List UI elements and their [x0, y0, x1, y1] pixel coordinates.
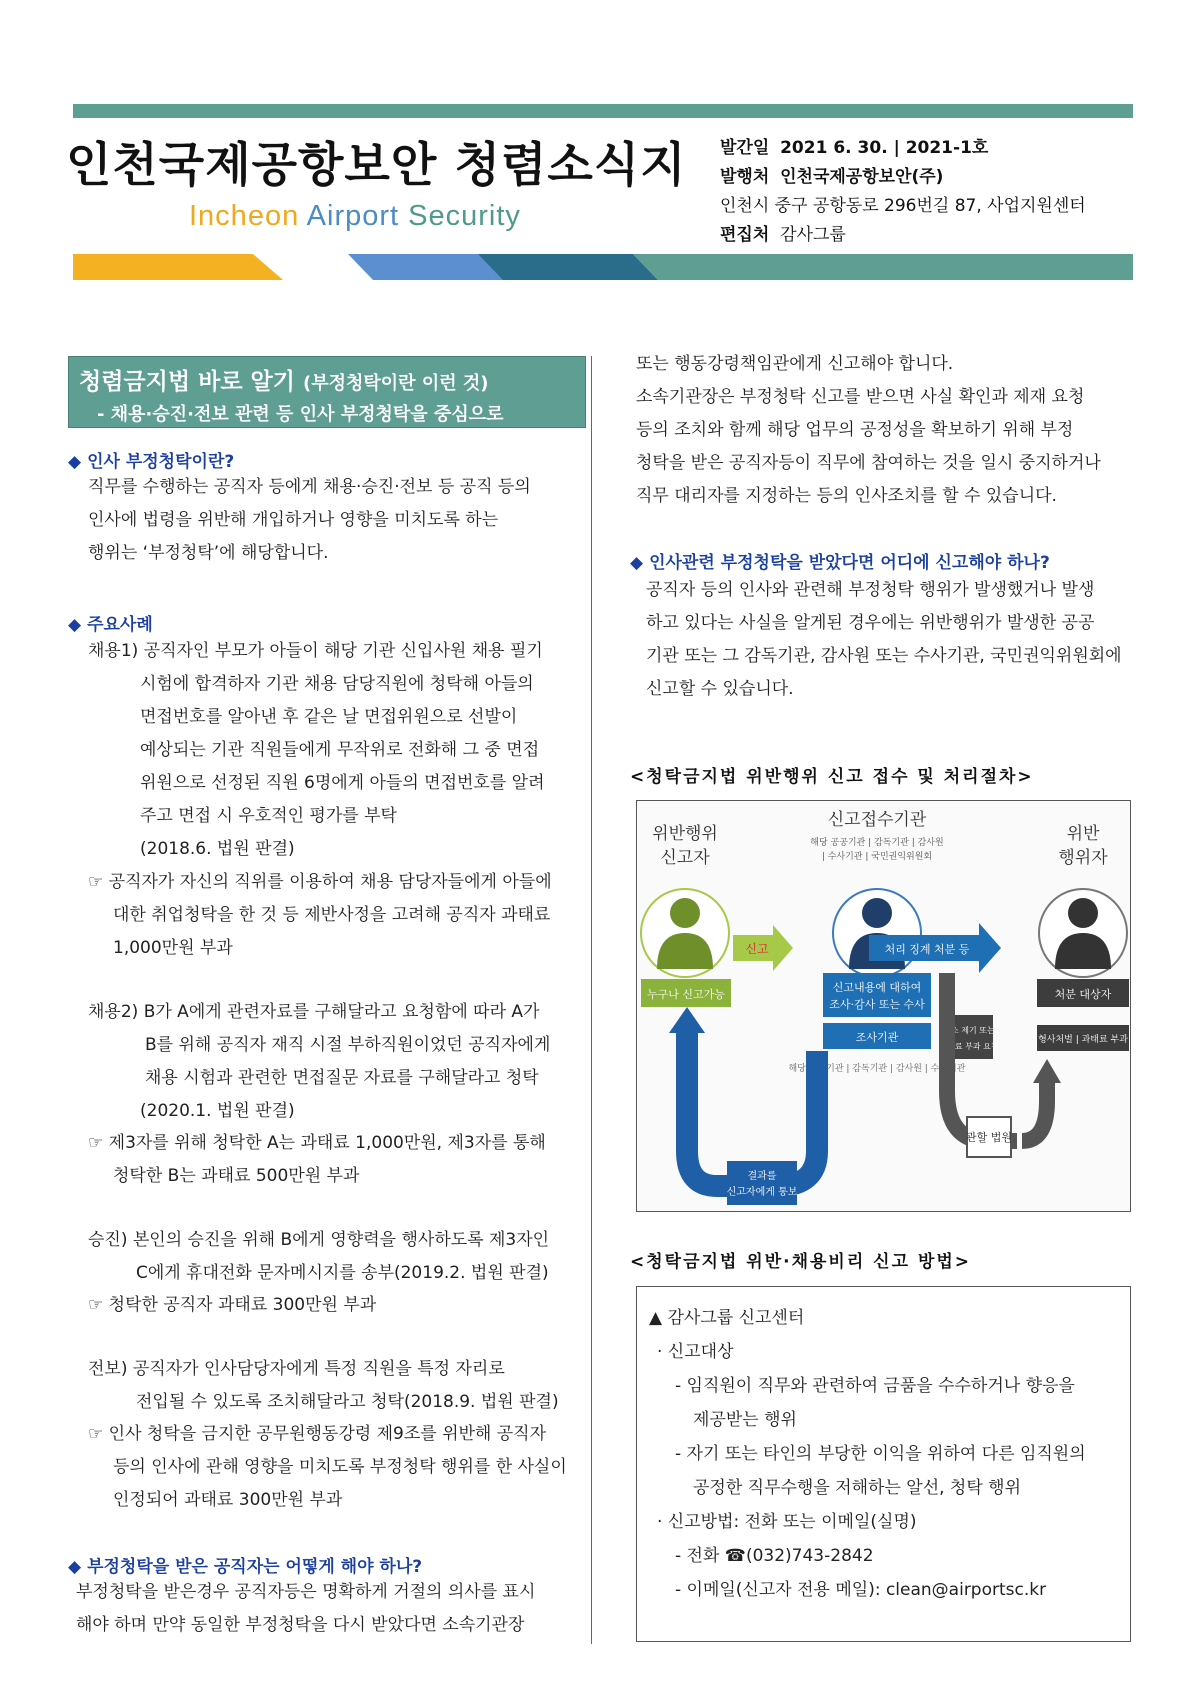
- top-color-bar: [73, 104, 1133, 118]
- report-method: · 신고방법: 전화 또는 이메일(실명): [657, 1512, 917, 1532]
- notify-text-1: 결과를: [747, 1171, 777, 1182]
- case-promotion-result: ☞ 청탁한 공직자 과태료 300만원 부과: [88, 1295, 377, 1315]
- process-arrow-label: 처리 징계 처분 등: [884, 943, 970, 956]
- english-subtitle: [189, 200, 521, 233]
- section-title-cases: ◆ 주요사례: [68, 615, 153, 635]
- section-title-where-to-report: ◆ 인사관련 부정청탁을 받았다면 어디에 신고해야 하나?: [630, 553, 1050, 573]
- target-text: 처분 대상자: [1054, 988, 1112, 1001]
- publisher-label: 발행처: [720, 167, 770, 187]
- report-item-2-cont: 공정한 직무수행을 저해하는 알선, 청탁 행위: [693, 1478, 1022, 1498]
- report-email[interactable]: - 이메일(신고자 전용 메일): clean@airportsc.kr: [675, 1580, 1047, 1600]
- column-divider: [591, 356, 592, 1644]
- headline-box: [68, 356, 586, 428]
- notify-text-2: 신고자에게 통보: [726, 1187, 798, 1198]
- case-transfer-result: ☞ 인사 청탁을 금지한 공무원행동강령 제9조를 위반해 공직자 등의 인사에 관해 영향을 미치도록 부정청탁 행위를 한 사실이 인정되어 과태료 300만원 부과: [88, 1424, 567, 1510]
- notify-box: [727, 1161, 797, 1205]
- section-title-response: ◆ 부정청탁을 받은 공직자는 어떻게 해야 하나?: [68, 1557, 423, 1577]
- case-hiring-1: 채용1) 공직자인 부모가 아들이 해당 기관 신입사원 채용 필기 시험에 합격하자 기관 채용 담당직원에 청탁해 아들의 면접번호를 알아낸 후 같은 날 면접위원으로 선발이 예상되는 기관 직원들에게 무작위로 전화해 그 중 면접 위원으로 선정된 직원 6명에게 아들의 면접번호를 알려 주고 면접 시 우호적인 평가를 부탁 (2018.6. 법원 판결): [88, 641, 545, 859]
- flow-title: <청탁금지법 위반행위 신고 접수 및 처리절차>: [630, 767, 1034, 787]
- report-target-label: · 신고대상: [657, 1342, 734, 1362]
- reporter-label-1: 위반행위: [652, 824, 718, 844]
- publisher-address: 인천시 중구 공항동로 296번길 87, 사업지원센터: [720, 196, 1086, 216]
- editor-label: 편집처: [720, 225, 770, 245]
- court-text: 관할 법원: [965, 1131, 1013, 1144]
- investigator-text: 조사기관: [855, 1031, 899, 1044]
- subtitle-word-incheon: Incheon: [189, 200, 300, 232]
- editor-value: 감사그룹: [780, 225, 846, 245]
- response-paragraph-left: 부정청탁을 받은경우 공직자등은 명확하게 거절의 의사를 표시 해야 하며 만약 동일한 부정청탁을 다시 받았다면 소속기관장: [76, 1582, 536, 1635]
- agency-sub-2: | 수사기관 | 국민권익위원회: [821, 852, 933, 862]
- subtitle-word-security: Security: [408, 200, 521, 232]
- issue-label: 발간일: [720, 138, 770, 158]
- diamond-bullet-icon: ◆: [630, 553, 644, 573]
- anyone-text: 누구나 신고가능: [647, 988, 725, 1001]
- where-to-report-paragraph: 공직자 등의 인사와 관련해 부정청탁 행위가 발생했거나 발생 하고 있다는 사실을 알게된 경우에는 위반행위가 발생한 공공 기관 또는 그 감독기관, 감사원 또는 수사기관, 국민권익위원회에 신고할 수 있습니다.: [646, 580, 1122, 699]
- headline-paren: (부정청탁이란 이런 것): [303, 373, 489, 394]
- publication-info: [720, 134, 1086, 250]
- violator-label-1: 위반: [1066, 824, 1100, 844]
- case-transfer: 전보) 공직자가 인사담당자에게 특정 직원을 특정 자리로 전입될 수 있도록 조치해달라고 청탁(2018.9. 법원 판결): [88, 1359, 559, 1412]
- report-arrow-label: 신고: [745, 942, 769, 956]
- diamond-bullet-icon: ◆: [68, 1557, 82, 1577]
- subtitle-word-airport: Airport: [306, 200, 400, 232]
- agency-sub-1: 해당 공공기관 | 감독기관 | 감사원: [810, 838, 944, 848]
- case-hiring-1-result: ☞ 공직자가 자신의 직위를 이용하여 채용 담당자들에게 아들에 대한 취업청탁을 한 것 등 제반사정을 고려해 공직자 과태료 1,000만원 부과: [88, 872, 552, 958]
- decorative-stripes: [73, 254, 1133, 280]
- violator-label-2: 행위자: [1058, 848, 1108, 868]
- definition-paragraph: 직무를 수행하는 공직자 등에게 채용·승진·전보 등 공직 등의 인사에 법령을 위반해 개입하거나 영향을 미치도록 하는 행위는 ‘부정청탁’에 해당합니다.: [88, 477, 531, 563]
- section-title-definition: ◆ 인사 부정청탁이란?: [68, 452, 235, 472]
- report-box: [636, 1286, 1131, 1642]
- headline-sub: - 채용·승진·전보 관련 등 인사 부정청탁을 중심으로: [97, 404, 504, 425]
- report-item-1-cont: 제공받는 행위: [693, 1410, 797, 1430]
- investigate-text-2: 조사·감사 또는 수사: [829, 998, 925, 1011]
- report-phone: - 전화 ☎(032)743-2842: [675, 1546, 874, 1566]
- report-item-1: - 임직원이 직무와 관련하여 금품을 수수하거나 향응을: [675, 1376, 1075, 1396]
- case-hiring-2: 채용2) B가 A에게 관련자료를 구해달라고 요청함에 따라 A가 B를 위해 공직자 재직 시절 부하직원이었던 공직자에게 채용 시험과 관련한 면접질문 자료를 구해달라고 청탁 (2020.1. 법원 판결): [88, 1002, 551, 1121]
- reporter-label-2: 신고자: [660, 848, 710, 868]
- agency-label: 신고접수기관: [827, 810, 927, 830]
- penalty-text: 형사처벌 | 과태료 부과: [1038, 1035, 1128, 1045]
- diamond-bullet-icon: ◆: [68, 452, 82, 472]
- indict-text-2: 과태료 부과 요청: [939, 1042, 999, 1051]
- report-title: <청탁금지법 위반·채용비리 신고 방법>: [630, 1252, 972, 1272]
- investigator-sub: 해당 공공기관 | 감독기관 | 감사원 | 수사기관: [788, 1064, 966, 1074]
- case-promotion: 승진) 본인의 승진을 위해 B에게 영향력을 행사하도록 제3자인 C에게 휴대전화 문자메시지를 송부(2019.2. 법원 판결): [88, 1230, 550, 1283]
- headline-main: 청렴금지법 바로 알기: [79, 369, 295, 395]
- response-paragraph-right: 또는 행동강령책임관에게 신고해야 합니다. 소속기관장은 부정청탁 신고를 받으면 사실 확인과 제재 요청 등의 조치와 함께 해당 업무의 공정성을 확보하기 위해 부정 청탁을 받은 공직자등이 직무에 참여하는 것을 일시 중지하거나 직무 대리자를 지정하는 등의 인사조치를 할 수 있습니다.: [636, 354, 1101, 506]
- publisher-value: 인천국제공항보안(주): [780, 167, 944, 187]
- newsletter-title: 인천국제공항보안 청렴소식지: [66, 138, 687, 193]
- report-center: ▲ 감사그룹 신고센터: [649, 1308, 805, 1328]
- indict-text-1: 공소 제기 또는: [943, 1026, 995, 1035]
- flow-diagram: [636, 800, 1131, 1212]
- diamond-bullet-icon: ◆: [68, 615, 82, 635]
- case-hiring-2-result: ☞ 제3자를 위해 청탁한 A는 과태료 1,000만원, 제3자를 통해 청탁한 B는 과태료 500만원 부과: [88, 1133, 546, 1186]
- report-item-2: - 자기 또는 타인의 부당한 이익을 위하여 다른 임직원의: [675, 1444, 1086, 1464]
- issue-value: 2021 6. 30. | 2021-1호: [780, 138, 989, 158]
- investigate-text-1: 신고내용에 대하여: [832, 981, 922, 994]
